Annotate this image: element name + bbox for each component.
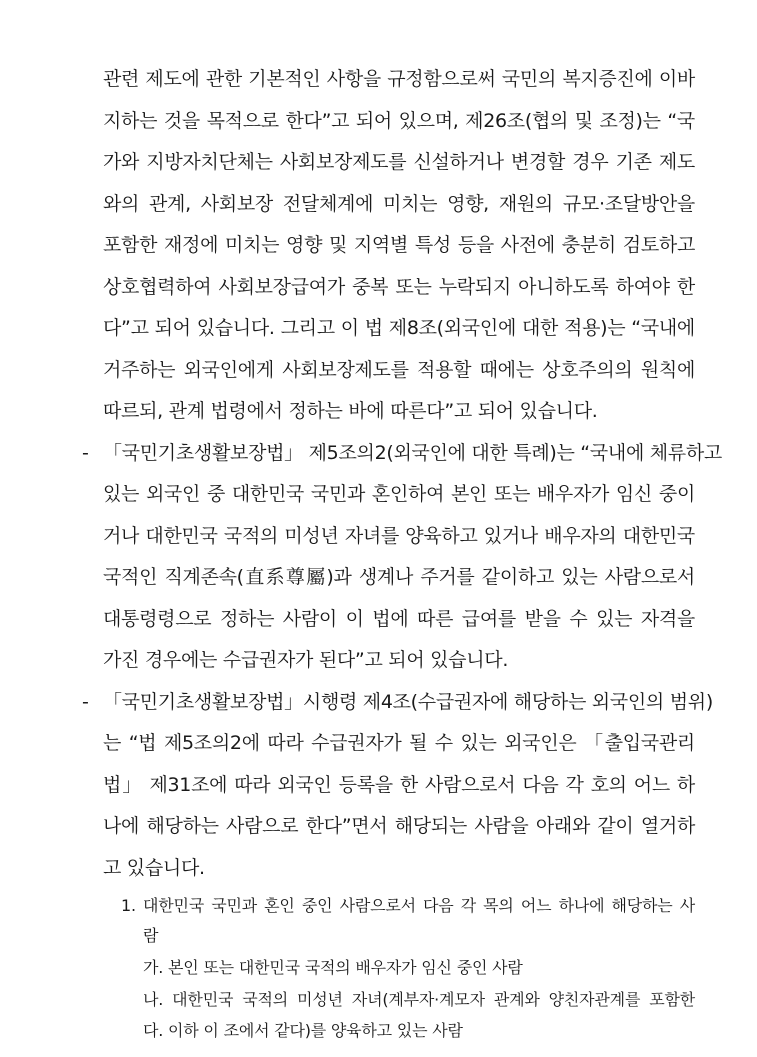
paragraph-line: 관련 제도에 관한 기본적인 사항을 규정함으로써 국민의 복지증진에 이바: [103, 68, 695, 90]
paragraph-line: 는 “법 제5조의2에 따라 수급권자가 될 수 있는 외국인은 「출입국관리: [103, 732, 695, 754]
paragraph-line: 따르되, 관계 법령에서 정하는 바에 따른다”고 되어 있습니다.: [103, 400, 598, 422]
list-item-line: 람: [143, 926, 159, 945]
paragraph-line: 와의 관계, 사회보장 전달체계에 미치는 영향, 재원의 규모·조달방안을: [103, 193, 695, 215]
list-item-line: 대한민국 국민과 혼인 중인 사람으로서 다음 각 목의 어느 하나에 해당하는 사: [143, 896, 695, 915]
paragraph-line: 있는 외국인 중 대한민국 국민과 혼인하여 본인 또는 배우자가 임신 중이: [103, 483, 695, 505]
sub-list-item: 다. 이하 이 조에서 같다)를 양육하고 있는 사람: [143, 1021, 463, 1040]
list-number: 1.: [121, 896, 136, 915]
paragraph-line: 대통령령으로 정하는 사람이 이 법에 따른 급여를 받을 수 있는 자격을: [103, 608, 695, 630]
paragraph-line: 지하는 것을 목적으로 한다”고 되어 있으며, 제26조(협의 및 조정)는 “국: [103, 110, 695, 132]
paragraph-line: 가진 경우에는 수급권자가 된다”고 되어 있습니다.: [103, 649, 509, 671]
bullet-marker: -: [82, 691, 89, 713]
paragraph-line: 거주하는 외국인에게 사회보장제도를 적용할 때에는 상호주의의 원칙에: [103, 359, 695, 381]
paragraph-line: 가와 지방자치단체는 사회보장제도를 신설하거나 변경할 경우 기존 제도: [103, 151, 695, 173]
paragraph-line: 거나 대한민국 국적의 미성년 자녀를 양육하고 있거나 배우자의 대한민국: [103, 525, 695, 547]
paragraph-line: 나에 해당하는 사람으로 한다”면서 해당되는 사람을 아래와 같이 열거하: [103, 815, 695, 837]
paragraph-line: 「국민기초생활보장법」시행령 제4조(수급권자에 해당하는 외국인의 범위): [103, 691, 713, 713]
sub-list-item: 나. 대한민국 국적의 미성년 자녀(계부자·계모자 관계와 양친자관계를 포함한: [143, 990, 695, 1009]
bullet-marker: -: [82, 442, 89, 464]
paragraph-line: 법」 제31조에 따라 외국인 등록을 한 사람으로서 다음 각 호의 어느 하: [103, 774, 695, 796]
paragraph-line: 「국민기초생활보장법」 제5조의2(외국인에 대한 특례)는 “국내에 체류하고: [103, 442, 722, 464]
paragraph-line: 상호협력하여 사회보장급여가 중복 또는 누락되지 아니하도록 하여야 한: [103, 276, 695, 298]
paragraph-line: 포함한 재정에 미치는 영향 및 지역별 특성 등을 사전에 충분히 검토하고: [103, 234, 695, 256]
paragraph-line: 다”고 되어 있습니다. 그리고 이 법 제8조(외국인에 대한 적용)는 “국내에: [103, 317, 695, 339]
sub-list-item: 가. 본인 또는 대한민국 국적의 배우자가 임신 중인 사람: [143, 958, 523, 977]
paragraph-line: 국적인 직계존속(直系尊屬)과 생계나 주거를 같이하고 있는 사람으로서: [103, 566, 695, 588]
paragraph-line: 고 있습니다.: [103, 857, 205, 879]
